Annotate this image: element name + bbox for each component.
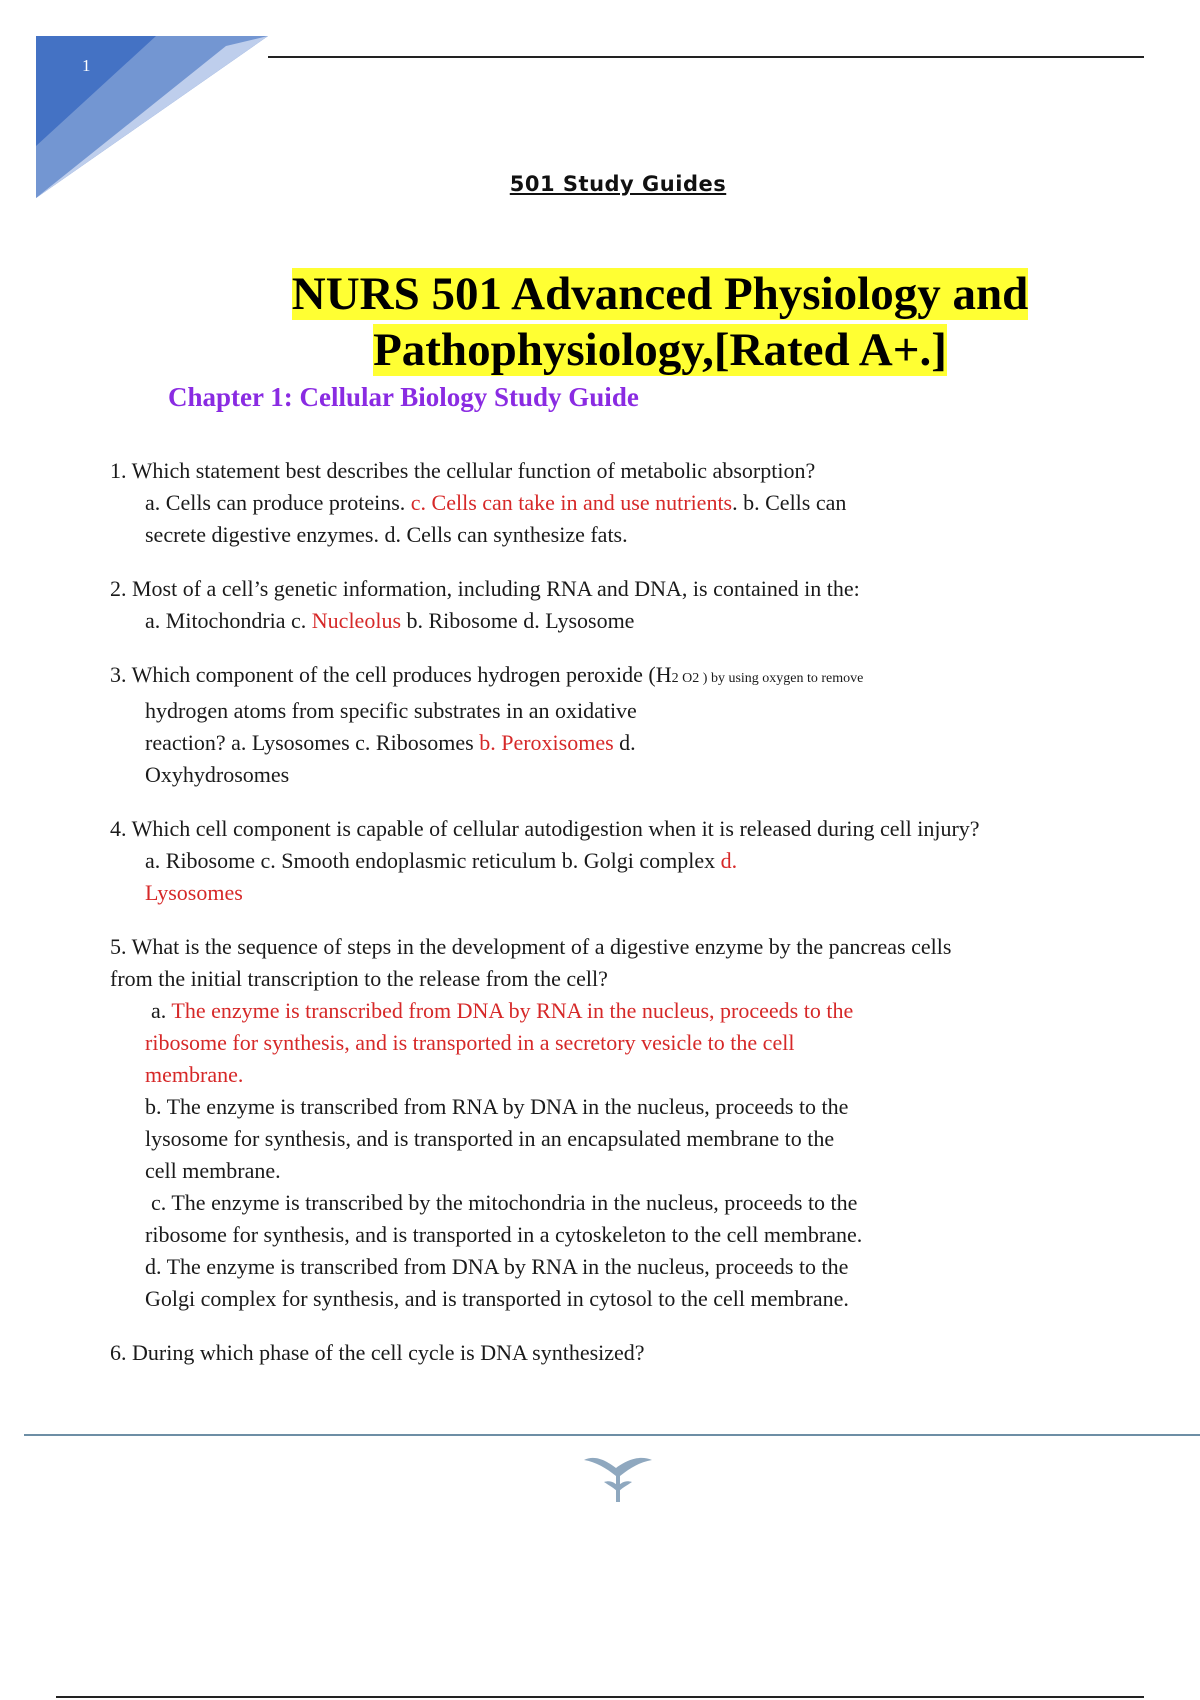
correct-answer: The enzyme is transcribed from DNA by RNA in the nucleus, proceeds to the: [171, 998, 854, 1023]
answer-options: [110, 995, 1070, 1315]
formula-subscript: 2 O2: [671, 671, 700, 686]
option-text: lysosome for synthesis, and is transported in an encapsulated membrane to the: [145, 1126, 835, 1151]
top-rule: [268, 56, 1144, 58]
question-stem: [110, 659, 1070, 695]
question-stem: 1. Which statement best describes the cellular function of metabolic absorption?: [110, 458, 816, 483]
correct-answer: b. Peroxisomes: [479, 730, 614, 755]
question-1: [110, 455, 1070, 551]
option-text: d.: [613, 730, 636, 755]
options-line: secrete digestive enzymes. d. Cells can synthesize fats.: [145, 522, 628, 547]
options-line: [145, 845, 1070, 877]
correct-answer: Nucleolus: [311, 608, 401, 633]
title-line-1: NURS 501 Advanced Physiology and: [291, 268, 1029, 320]
answer-options: [110, 487, 1070, 551]
options-line: [145, 727, 1070, 759]
options-line: [145, 995, 1070, 1027]
question-2: [110, 573, 1070, 637]
question-4: [110, 813, 1070, 909]
option-label: a.: [151, 998, 172, 1023]
correct-answer: d.: [720, 848, 738, 873]
correct-answer: Lysosomes: [145, 880, 243, 905]
stem-small-text: ) by using oxygen to remove: [699, 671, 864, 686]
option-text: c. The enzyme is transcribed by the mitochondria in the nucleus, proceeds to the: [151, 1190, 858, 1215]
correct-answer: membrane.: [145, 1062, 244, 1087]
correct-answer: ribosome for synthesis, and is transported in a secretory vesicle to the cell: [145, 1030, 795, 1055]
option-text: a. Mitochondria c.: [145, 608, 312, 633]
stem-text: 3. Which component of the cell produces hydrogen peroxide (H: [110, 662, 672, 687]
question-list: [110, 455, 1070, 1391]
question-stem: 4. Which cell component is capable of cellular autodigestion when it is released during cell injury?: [110, 816, 980, 841]
option-text: ribosome for synthesis, and is transported in a cytoskeleton to the cell membrane.: [145, 1222, 863, 1247]
option-text: cell membrane.: [145, 1158, 281, 1183]
document-title: [250, 266, 1070, 378]
stem-continuation: hydrogen atoms from specific substrates in an oxidative: [145, 698, 637, 723]
fleur-ornament-icon: [582, 1452, 654, 1506]
option-text: . b. Cells can: [732, 490, 847, 515]
option-text: Golgi complex for synthesis, and is transported in cytosol to the cell membrane.: [145, 1286, 849, 1311]
options-line: [145, 605, 1070, 637]
bottom-rule: [56, 1696, 1144, 1698]
question-stem: 5. What is the sequence of steps in the development of a digestive enzyme by the pancreas cells: [110, 934, 952, 959]
answer-options: [110, 695, 1070, 791]
option-text: b. The enzyme is transcribed from RNA by DNA in the nucleus, proceeds to the: [145, 1094, 849, 1119]
option-text: b. Ribosome d. Lysosome: [401, 608, 635, 633]
answer-options: [110, 605, 1070, 637]
question-3: [110, 659, 1070, 791]
question-stem: 2. Most of a cell’s genetic information, including RNA and DNA, is contained in the:: [110, 576, 860, 601]
correct-answer: c. Cells can take in and use nutrients: [410, 490, 733, 515]
option-text: d. The enzyme is transcribed from DNA by RNA in the nucleus, proceeds to the: [145, 1254, 849, 1279]
chapter-heading: Chapter 1: Cellular Biology Study Guide: [168, 382, 639, 412]
page-number: 1: [82, 56, 91, 75]
option-text: a. Cells can produce proteins.: [145, 490, 411, 515]
title-line-2: Pathophysiology,[Rated A+.]: [373, 324, 947, 376]
options-line: [145, 487, 1070, 519]
option-text: a. Ribosome c. Smooth endoplasmic reticulum b. Golgi complex: [145, 848, 721, 873]
question-6: [110, 1337, 1070, 1369]
footer-rule: [24, 1434, 1200, 1436]
question-stem: 6. During which phase of the cell cycle is DNA synthesized?: [110, 1340, 645, 1365]
options-line: Oxyhydrosomes: [145, 762, 290, 787]
option-text: reaction? a. Lysosomes c. Ribosomes: [145, 730, 480, 755]
answer-options: [110, 845, 1070, 909]
guide-label: 501 Study Guides: [509, 172, 727, 196]
question-5: [110, 931, 1070, 1315]
question-stem: from the initial transcription to the release from the cell?: [110, 966, 608, 991]
